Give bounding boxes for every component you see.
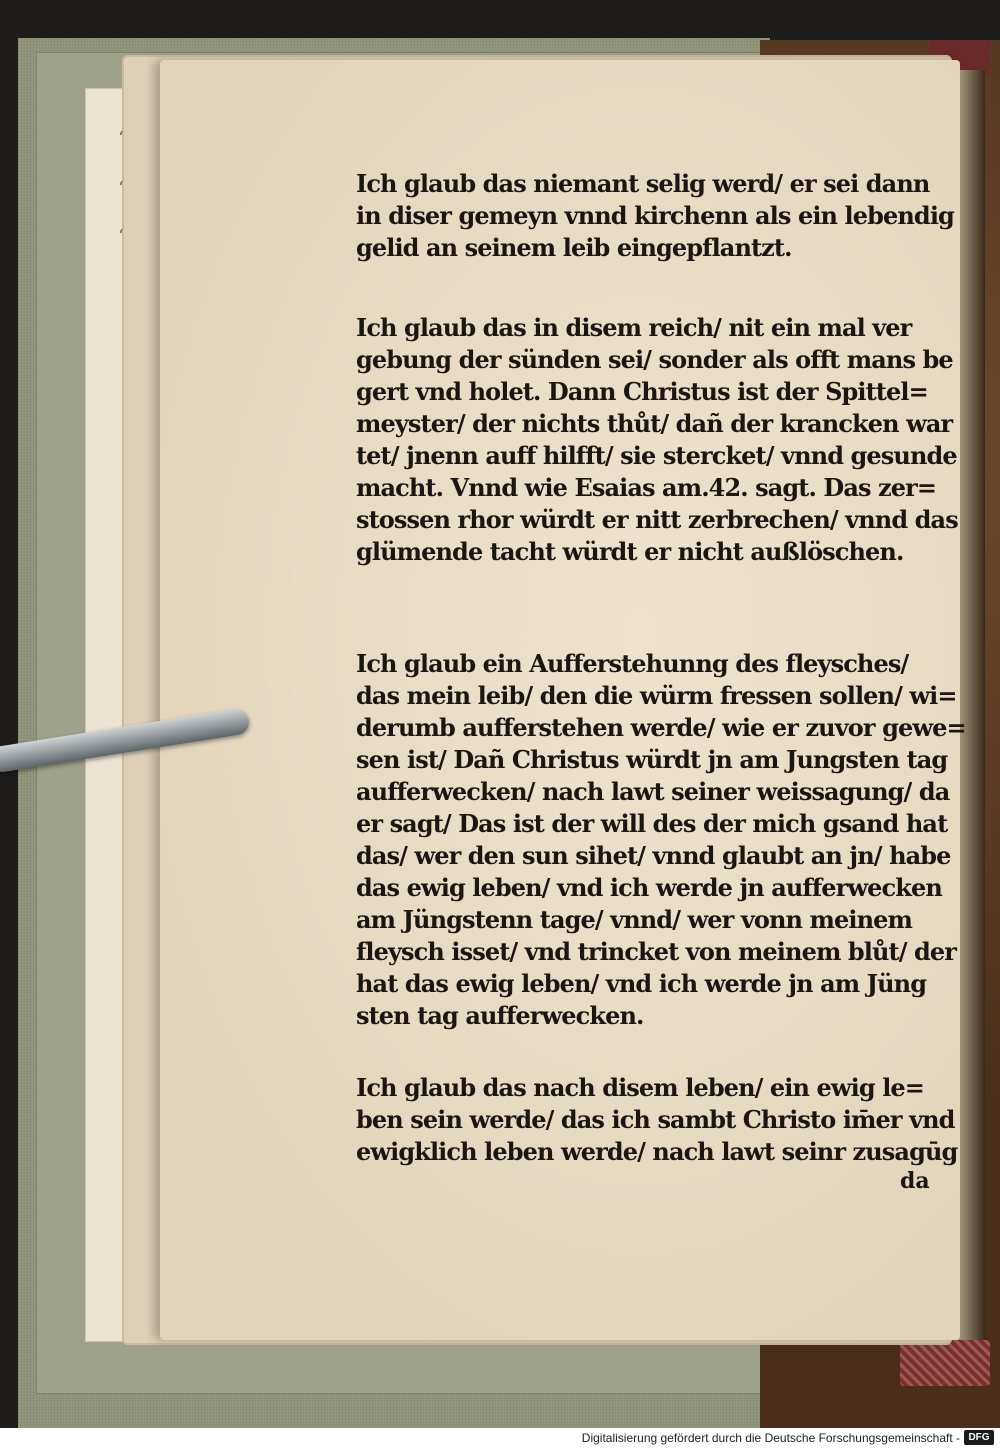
text-line: gelid an seinem leib eingepflantzt. <box>356 233 792 262</box>
text-line: stossen rhor würdt er nitt zerbrechen/ vnnd das <box>356 505 958 534</box>
text-line: Ich glaub das in disem reich/ nit ein mal ver <box>356 313 912 342</box>
dfg-logo: DFG <box>964 1430 994 1445</box>
text-line: in diser gemeyn vnnd kirchenn als ein lebendig <box>356 201 954 230</box>
text-line: glümende tacht würdt er nicht außlöschen. <box>356 537 904 566</box>
paragraph <box>356 168 954 264</box>
text-line: das/ wer den sun sihet/ vnnd glaubt an jn/ habe <box>356 841 951 870</box>
text-line: sen ist/ Dañ Christus würdt jn am Jungsten tag <box>356 745 948 774</box>
clasp-bottom <box>900 1340 990 1386</box>
text-line: derumb aufferstehen werde/ wie er zuvor gewe= <box>356 713 966 742</box>
paragraph <box>356 312 958 568</box>
bleed-through-text <box>360 588 950 648</box>
text-line: gebung der sünden sei/ sonder als offt mans be <box>356 345 953 374</box>
text-line: fleysch isset/ vnd trincket von meinem blůt/ der <box>356 937 957 966</box>
text-line: tet/ jnenn auff hilfft/ sie stercket/ vnnd gesunde <box>356 441 957 470</box>
footer-bar <box>0 1428 1000 1448</box>
text-line: er sagt/ Das ist der will des der mich gsand hat <box>356 809 948 838</box>
text-line: hat das ewig leben/ vnd ich werde jn am Jüng <box>356 969 927 998</box>
text-line: meyster/ der nichts thůt/ dañ der krancken war <box>356 409 953 438</box>
text-line: Ich glaub das nach disem leben/ ein ewig le= <box>356 1073 925 1102</box>
text-line: Ich glaub das niemant selig werd/ er sei dann <box>356 169 930 198</box>
text-line: Ich glaub ein Aufferstehunng des fleysches/ <box>356 649 909 678</box>
text-line: das ewig leben/ vnd ich werde jn aufferwecken <box>356 873 942 902</box>
text-line: ewigklich leben werde/ nach lawt seinr zusagūg <box>356 1137 958 1166</box>
text-line: am Jüngstenn tage/ vnnd/ wer vonn meinem <box>356 905 913 934</box>
text-line: aufferwecken/ nach lawt seiner weissagung/ da <box>356 777 950 806</box>
margin-mark: ʻ <box>118 226 124 247</box>
text-line: sten tag aufferwecken. <box>356 1001 644 1030</box>
text-line: gert vnd holet. Dann Christus ist der Spittel= <box>356 377 928 406</box>
text-line: ben sein werde/ das ich sambt Christo im̄er vnd <box>356 1105 955 1134</box>
footer-credit: Digitalisierung gefördert durch die Deutsche Forschungsgemeinschaft - <box>581 1431 960 1445</box>
margin-mark: ʻ <box>118 128 124 149</box>
text-line: macht. Vnnd wie Esaias am.42. sagt. Das zer= <box>356 473 937 502</box>
catchword: da <box>900 1168 930 1194</box>
paragraph <box>356 1072 957 1168</box>
margin-mark: ʻ <box>118 178 124 199</box>
paragraph <box>356 648 966 1032</box>
text-line: das mein leib/ den die würm fressen sollen/ wi= <box>356 681 957 710</box>
